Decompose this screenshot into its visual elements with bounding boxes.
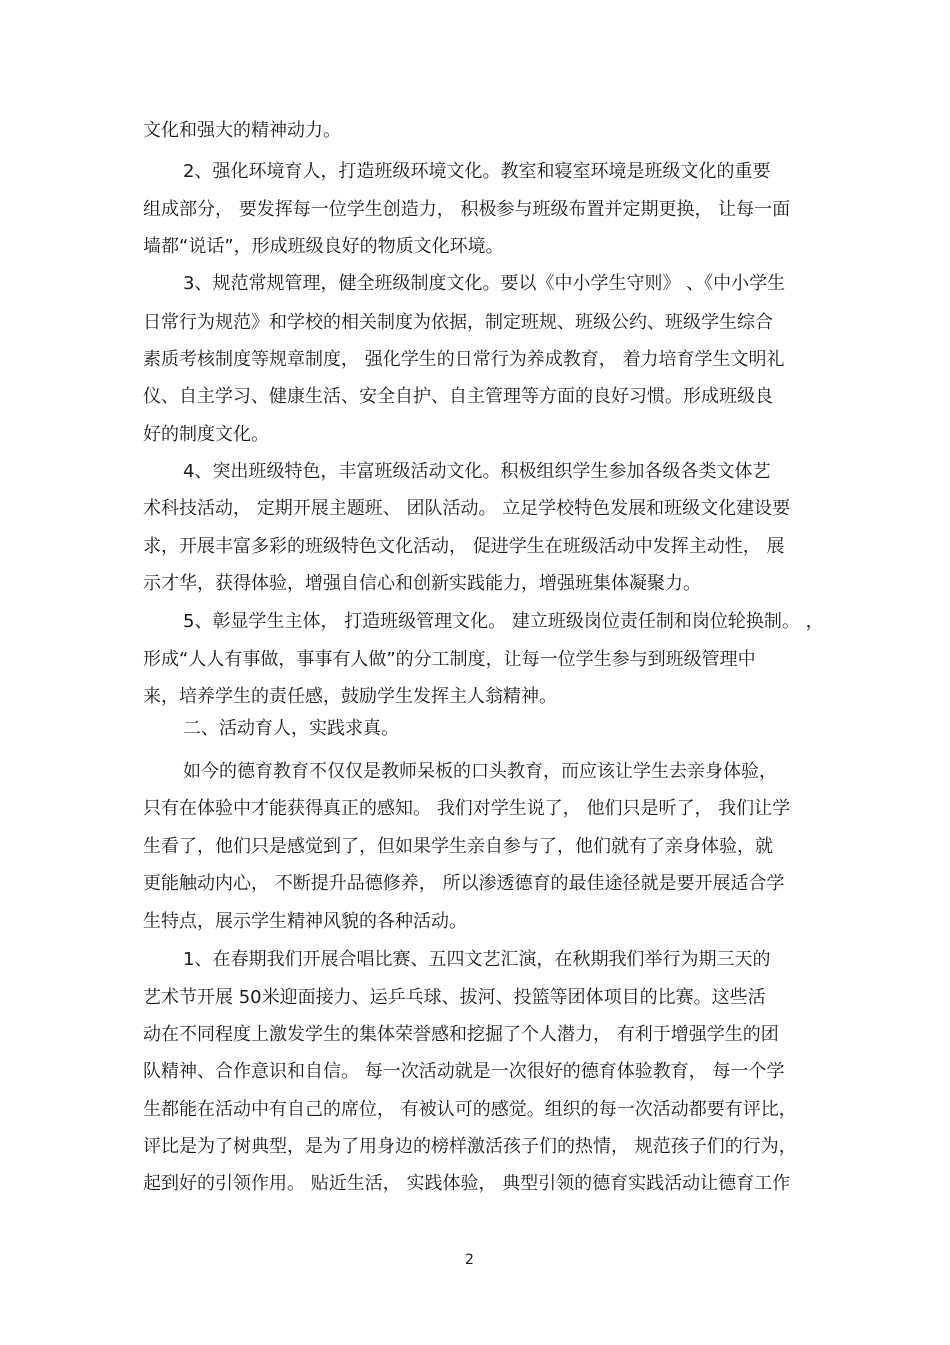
text-line: 好的制度文化。 xyxy=(143,424,269,445)
text-line: 墙都“说话”，形成班级良好的物质文化环境。 xyxy=(143,236,504,257)
text-line: 生看了，他们只是感觉到了，但如果学生亲自参与了，他们就有了亲身体验，就 xyxy=(143,836,773,857)
text-line: 生特点，展示学生精神风貌的各种活动。 xyxy=(143,911,467,932)
text-line: 组成部分， 要发挥每一位学生创造力， 积极参与班级布置并定期更换， 让每一面 xyxy=(143,199,791,220)
text-line: 求，开展丰富多彩的班级特色文化活动， 促进学生在班级活动中发挥主动性， 展 xyxy=(143,536,785,557)
text-line: 形成“人人有事做，事事有人做”的分工制度，让每一位学生参与到班级管理中 xyxy=(143,649,756,670)
text-line: 评比是为了树典型，是为了用身边的榜样激活孩子们的热情， 规范孩子们的行为， xyxy=(143,1136,797,1157)
text-line: 术科技活动， 定期开展主题班、 团队活动。 立足学校特色发展和班级文化建设要 xyxy=(143,498,791,519)
text-line: 来，培养学生的责任感，鼓励学生发挥主人翁精神。 xyxy=(143,686,557,707)
text-line: 艺术节开展 50米迎面接力、运乒乓球、拔河、投篮等团体项目的比赛。这些活 xyxy=(143,987,766,1008)
text-line: 队精神、合作意识和自信。 每一次活动就是一次很好的德育体验教育， 每一个学 xyxy=(143,1061,785,1082)
text-line: 仪、自主学习、健康生活、安全自护、自主管理等方面的良好习惯。形成班级良 xyxy=(143,386,773,407)
text-line: 4、突出班级特色，丰富班级活动文化。积极组织学生参加各级各类文体艺 xyxy=(183,461,771,482)
text-line: 2、强化环境育人，打造班级环境文化。教室和寝室环境是班级文化的重要 xyxy=(183,161,771,182)
text-line: 起到好的引领作用。 贴近生活， 实践体验， 典型引领的德育实践活动让德育工作 xyxy=(143,1173,791,1194)
text-line: 日常行为规范》和学校的相关制度为依据，制定班规、班级公约、班级学生综合 xyxy=(143,312,773,333)
text-line: 动在不同程度上激发学生的集体荣誉感和挖掘了个人潜力， 有利于增强学生的团 xyxy=(143,1024,779,1045)
page-number: 2 xyxy=(465,1252,474,1268)
text-line: 二、活动育人，实践求真。 xyxy=(183,718,399,739)
text-line: 3、规范常规管理，健全班级制度文化。要以《中小学生守则》 、《中小学生 xyxy=(183,273,786,294)
text-line: 生都能在活动中有自己的席位， 有被认可的感觉。组织的每一次活动都要有评比， xyxy=(143,1099,797,1120)
text-line: 更能触动内心， 不断提升品德修养， 所以渗透德育的最佳途径就是要开展适合学 xyxy=(143,873,785,894)
text-line: 文化和强大的精神动力。 xyxy=(143,120,341,141)
text-line: 只有在体验中才能获得真正的感知。 我们对学生说了， 他们只是听了， 我们让学 xyxy=(143,798,791,819)
text-line: 示才华，获得体验，增强自信心和创新实践能力，增强班集体凝聚力。 xyxy=(143,573,701,594)
text-line: 如今的德育教育不仅仅是教师呆板的口头教育，而应该让学生去亲身体验， xyxy=(183,761,777,782)
text-line: 素质考核制度等规章制度， 强化学生的日常行为养成教育， 着力培育学生文明礼 xyxy=(143,349,785,370)
text-line: 1、在春期我们开展合唱比赛、五四文艺汇演，在秋期我们举行为期三天的 xyxy=(183,949,771,970)
text-line: 5、彰显学生主体， 打造班级管理文化。 建立班级岗位责任制和岗位轮换制。 ， xyxy=(183,611,824,632)
